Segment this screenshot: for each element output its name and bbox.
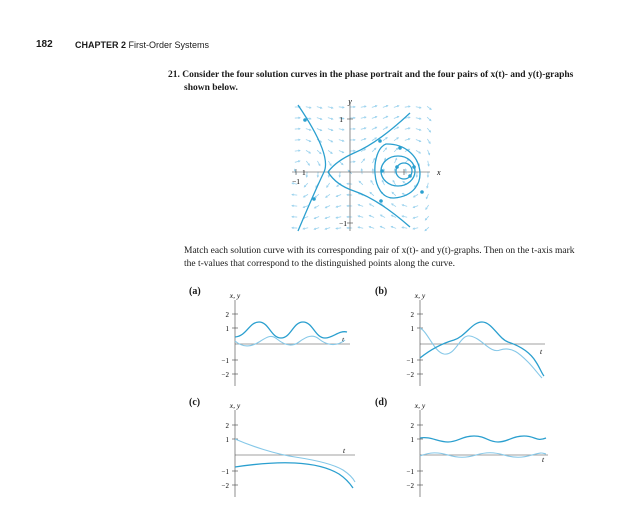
svg-text:−2: −2 <box>221 371 229 379</box>
direction-field <box>292 105 431 230</box>
y-curve <box>420 328 542 378</box>
svg-text:2: 2 <box>225 422 229 430</box>
svg-text:−2: −2 <box>406 371 414 379</box>
separatrix-right-curve <box>328 113 410 227</box>
x-curve <box>235 322 347 338</box>
y-curve <box>235 439 355 482</box>
svg-text:1: 1 <box>225 325 229 333</box>
x-curve <box>420 322 544 376</box>
matching-instructions: Match each solution curve with its corresponding pair of x(t)- and y(t)-graphs. Then on the t-axis mark the t-values that correspond to the distinguished points along the curve. <box>184 246 575 269</box>
svg-text:−2: −2 <box>406 482 414 490</box>
svg-text:1: 1 <box>225 436 229 444</box>
phase-portrait <box>270 95 450 235</box>
svg-text:−1: −1 <box>221 468 229 476</box>
panel-d-graph <box>400 402 555 497</box>
t-label: t <box>542 455 545 464</box>
axis-label: x, y <box>414 402 426 410</box>
t-label: t <box>342 335 345 344</box>
chapter-label: CHAPTER 2 <box>75 40 127 50</box>
svg-text:−1: −1 <box>406 357 414 365</box>
tick-label-y-neg1: −1 <box>339 219 347 228</box>
chapter-title: First-Order Systems <box>128 40 210 50</box>
panel-a-label: (a) <box>189 286 201 297</box>
axis-label: x, y <box>414 292 426 300</box>
problem-number: 21. <box>168 70 180 80</box>
x-axis-label: x <box>437 168 441 177</box>
problem-statement <box>168 69 584 95</box>
tick-label-x-neg1: −1 <box>292 177 300 186</box>
axis-label: x, y <box>229 292 241 300</box>
t-label: t <box>540 347 543 356</box>
panel-b-label: (b) <box>375 286 388 297</box>
svg-text:1: 1 <box>410 436 414 444</box>
svg-text:2: 2 <box>225 311 229 319</box>
panel-a-graph <box>215 292 365 386</box>
page-number: 182 <box>36 39 53 50</box>
running-header <box>75 40 209 50</box>
t-label: t <box>343 446 346 455</box>
panel-b-graph <box>400 292 555 386</box>
problem-text: Consider the four solution curves in the phase portrait and the four pairs of x(t)- and y(t)-graphs shown below. <box>182 70 574 93</box>
panel-d-label: (d) <box>375 397 388 408</box>
solution-curves <box>298 105 420 231</box>
panel-c-graph <box>215 402 365 497</box>
medium-periodic-orbit <box>381 156 415 186</box>
y-axis-label: y <box>348 97 352 106</box>
svg-text:1: 1 <box>410 325 414 333</box>
svg-text:−1: −1 <box>221 357 229 365</box>
panel-c-label: (c) <box>189 397 201 408</box>
svg-text:2: 2 <box>410 311 414 319</box>
svg-text:2: 2 <box>410 422 414 430</box>
svg-text:−1: −1 <box>406 468 414 476</box>
tick-label-y-1: 1 <box>339 115 343 124</box>
tick-label-x-1: 1 <box>302 168 306 177</box>
axis-label: x, y <box>229 402 241 410</box>
x-curve <box>420 436 546 442</box>
svg-text:−2: −2 <box>221 482 229 490</box>
